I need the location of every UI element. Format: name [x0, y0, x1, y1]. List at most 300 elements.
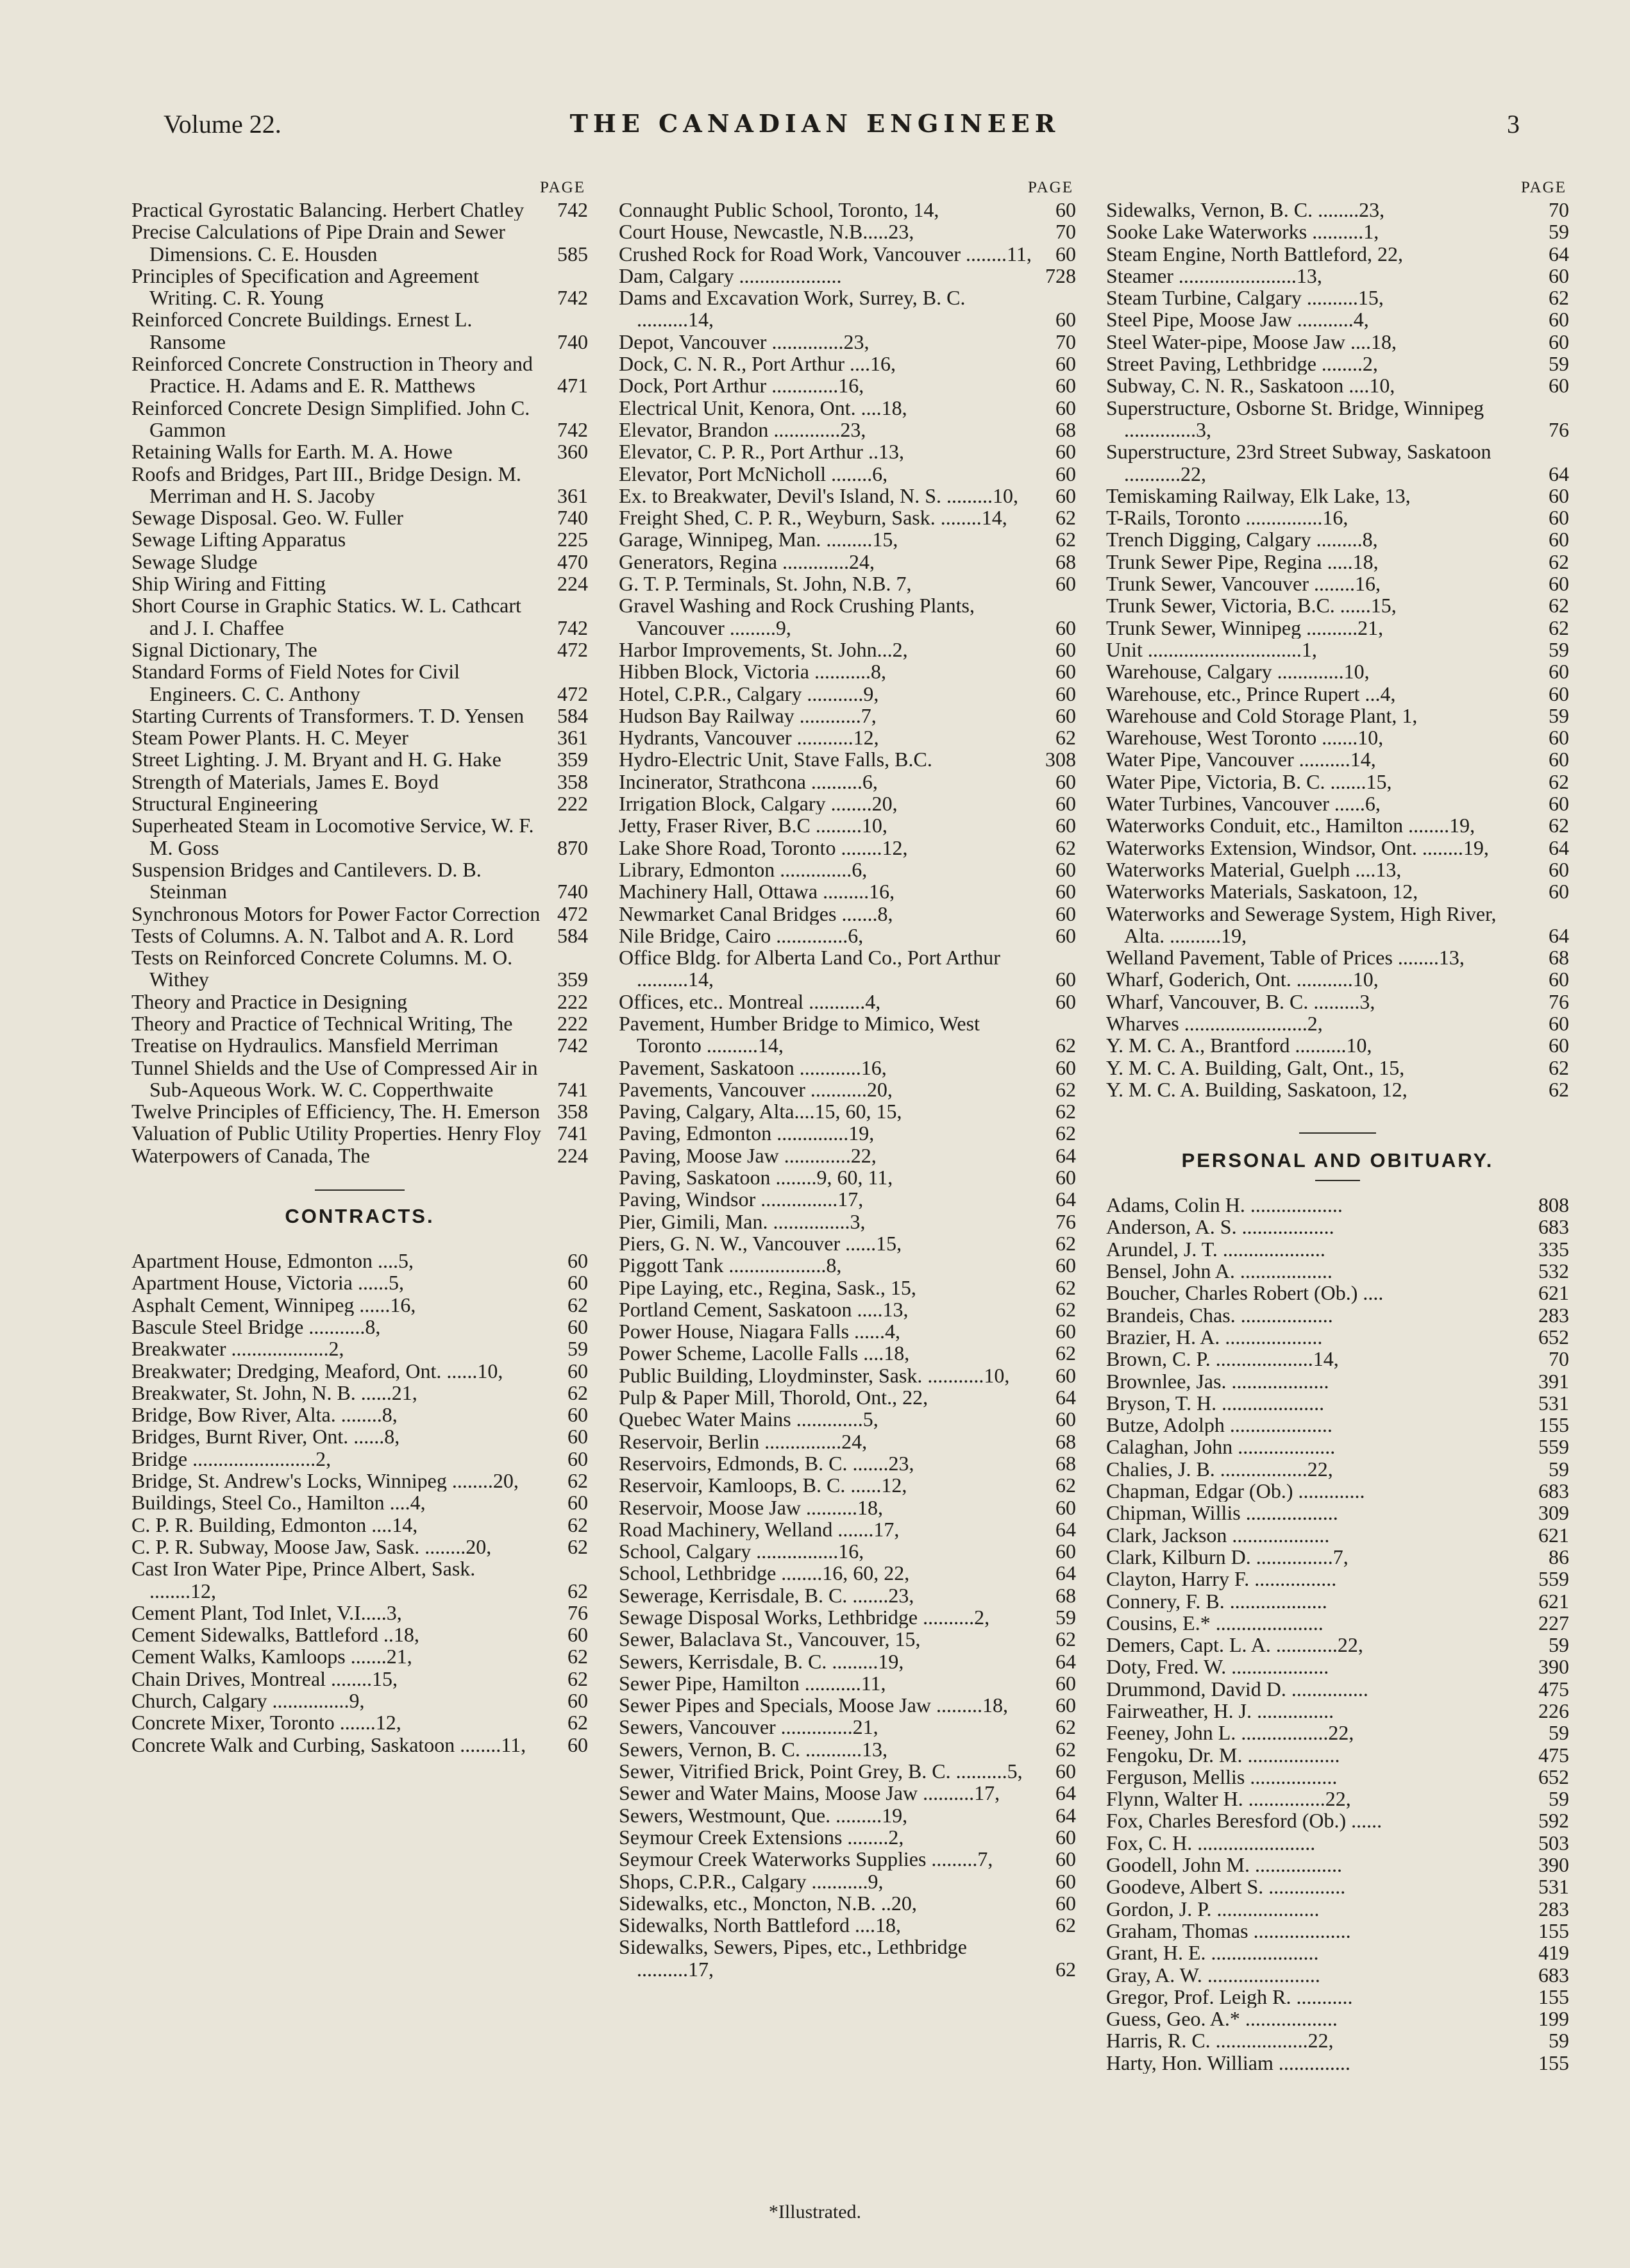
entry-page: 335	[1528, 1238, 1569, 1260]
index-entry	[619, 660, 1076, 682]
entry-title: Sewage Lifting Apparatus	[131, 528, 346, 551]
entry-title: Steam Engine, North Battleford, 22,	[1106, 242, 1404, 265]
index-entry	[1106, 1194, 1569, 1216]
entry-page: 60	[1035, 1760, 1076, 1782]
entry-page: 62	[1528, 617, 1569, 639]
index-entry	[619, 1870, 1076, 1892]
entry-page: 60	[1035, 441, 1076, 462]
volume-label: Volume 22.	[164, 110, 281, 139]
entry-title: Y. M. C. A. Building, Galt, Ont., 15,	[1106, 1056, 1405, 1079]
entry-page: 64	[1035, 1518, 1076, 1540]
entry-page: 68	[1035, 419, 1076, 441]
entry-page: 62	[1528, 594, 1569, 616]
index-entry	[1106, 1326, 1569, 1348]
index-entry	[619, 1431, 1076, 1452]
index-entry	[131, 1012, 588, 1034]
entry-title: Hydro-Electric Unit, Stave Falls, B.C.	[619, 748, 932, 771]
entry-page: 361	[547, 485, 588, 507]
index-entry	[619, 1848, 1076, 1870]
entry-page: 60	[547, 1624, 588, 1645]
entry-page: 60	[1035, 353, 1076, 374]
entry-page: 60	[1528, 507, 1569, 528]
index-entry	[131, 1382, 588, 1404]
index-entry	[1106, 1964, 1569, 1986]
entry-page: 60	[547, 1734, 588, 1756]
entry-page: 60	[1035, 1365, 1076, 1386]
entry-title: Theory and Practice of Technical Writing, The	[131, 1012, 513, 1035]
entry-page: 64	[1528, 925, 1569, 946]
entry-page: 60	[1035, 859, 1076, 880]
index-entry	[131, 1645, 588, 1667]
entry-title: Nile Bridge, Cairo ..............6,	[619, 924, 864, 947]
index-entry	[1106, 308, 1569, 330]
index-entry	[1106, 1502, 1569, 1524]
entry-title: Valuation of Public Utility Properties. Henry Floy	[131, 1122, 542, 1145]
index-entry	[1106, 1590, 1569, 1612]
entry-page: 60	[1035, 374, 1076, 396]
entry-title: Lake Shore Road, Toronto ........12,	[619, 836, 908, 859]
entry-title: Shops, C.P.R., Calgary ...........9,	[619, 1870, 884, 1892]
index-entry	[619, 1562, 1076, 1584]
entry-page: 60	[1035, 485, 1076, 507]
entry-title: Gordon, J. P. ....................	[1106, 1897, 1320, 1920]
index-entry	[1106, 1986, 1569, 2008]
entry-title: Sidewalks, etc., Moncton, N.B. ..20,	[619, 1892, 917, 1915]
entry-page: 60	[1528, 660, 1569, 682]
entry-title: Sewer Pipes and Specials, Moose Jaw .........18,	[619, 1694, 1009, 1717]
entry-title: Elevator, C. P. R., Port Arthur ..13,	[619, 441, 904, 463]
entry-page: 62	[1528, 551, 1569, 573]
entry-title: Freight Shed, C. P. R., Weyburn, Sask. ........14,	[619, 507, 1007, 529]
entry-title: Piers, G. N. W., Vancouver ......15,	[619, 1232, 902, 1255]
entry-title: Suspension Bridges and Cantilevers. D. B. Steinman	[131, 858, 482, 903]
entry-page: 60	[1528, 265, 1569, 287]
entry-title: Tunnel Shields and the Use of Compressed Air in Sub-Aqueous Work. W. C. Copperthwaite	[131, 1056, 538, 1101]
entry-title: Trunk Sewer, Winnipeg ..........21,	[1106, 616, 1384, 639]
entry-title: Electrical Unit, Kenora, Ont. ....18,	[619, 396, 907, 419]
entry-title: Road Machinery, Welland .......17,	[619, 1518, 900, 1541]
entry-page: 60	[1035, 243, 1076, 265]
entry-page: 155	[1528, 2052, 1569, 2074]
entry-page: 60	[1528, 573, 1569, 594]
entry-title: Arundel, J. T. ....................	[1106, 1238, 1325, 1261]
index-entry	[619, 1738, 1076, 1760]
index-entry	[619, 1892, 1076, 1914]
entry-page: 60	[547, 1316, 588, 1338]
entry-page: 60	[1528, 308, 1569, 330]
index-entry	[1106, 2008, 1569, 2029]
entry-page: 472	[547, 639, 588, 660]
entry-title: Library, Edmonton ..............6,	[619, 858, 868, 881]
entry-page: 470	[547, 551, 588, 573]
entry-title: T-Rails, Toronto ...............16,	[1106, 507, 1349, 529]
entry-page: 60	[547, 1250, 588, 1272]
column-2	[619, 177, 1076, 1980]
index-entry	[619, 199, 1076, 221]
entry-title: Sewer, Balaclava St., Vancouver, 15,	[619, 1628, 921, 1651]
entry-page: 86	[1528, 1546, 1569, 1568]
index-entry	[619, 528, 1076, 550]
entry-page: 683	[1528, 1216, 1569, 1238]
entry-title: Piggott Tank ...................8,	[619, 1254, 842, 1277]
entry-title: Reservoirs, Edmonds, B. C. .......23,	[619, 1452, 914, 1475]
entry-title: Calaghan, John ...................	[1106, 1436, 1336, 1458]
entry-title: Warehouse, Calgary .............10,	[1106, 660, 1370, 683]
entry-page: 62	[1035, 1342, 1076, 1364]
entry-page: 358	[547, 771, 588, 793]
entry-title: Synchronous Motors for Power Factor Correction	[131, 902, 541, 925]
index-entry	[619, 1474, 1076, 1496]
entry-page: 309	[1528, 1502, 1569, 1524]
page-column-label: PAGE	[540, 179, 585, 196]
entry-page: 60	[1035, 199, 1076, 221]
index-entry	[1106, 1282, 1569, 1304]
entry-page: 62	[547, 1668, 588, 1690]
entry-page: 68	[1035, 1431, 1076, 1452]
entry-title: Subway, C. N. R., Saskatoon ....10,	[1106, 374, 1395, 397]
entry-title: Hotel, C.P.R., Calgary ...........9,	[619, 682, 879, 705]
entry-title: Cement Plant, Tod Inlet, V.I.....3,	[131, 1601, 402, 1624]
entry-title: Flynn, Walter H. ...............22,	[1106, 1788, 1351, 1810]
index-entry	[131, 221, 588, 265]
index-entry	[1106, 199, 1569, 221]
column-1	[131, 177, 588, 1756]
entry-title: Welland Pavement, Table of Prices ........13,	[1106, 946, 1465, 969]
entry-page: 76	[1528, 419, 1569, 441]
entry-page: 475	[1528, 1744, 1569, 1766]
entry-page: 70	[1528, 199, 1569, 221]
entry-title: Sidewalks, North Battleford ....18,	[619, 1914, 901, 1936]
index-entry	[1106, 1920, 1569, 1942]
entry-title: School, Calgary ................16,	[619, 1540, 864, 1563]
index-entry	[619, 1057, 1076, 1079]
index-entry	[1106, 2052, 1569, 2074]
entry-title: Trench Digging, Calgary .........8,	[1106, 528, 1378, 551]
entry-title: Reservoir, Moose Jaw ..........18,	[619, 1496, 883, 1518]
index-entry	[1106, 1656, 1569, 1677]
index-entry	[619, 1452, 1076, 1474]
index-entry	[1106, 1722, 1569, 1743]
journal-title: THE CANADIAN ENGINEER	[569, 109, 1061, 138]
index-entry	[619, 243, 1076, 265]
index-entry	[1106, 814, 1569, 836]
entry-title: Wharves ........................2,	[1106, 1012, 1323, 1035]
entry-title: Waterworks Conduit, etc., Hamilton ........19,	[1106, 814, 1475, 837]
index-entry	[1106, 221, 1569, 242]
index-entry	[619, 1782, 1076, 1804]
index-entry	[1106, 1546, 1569, 1568]
entry-page: 742	[547, 287, 588, 308]
entry-title: Guess, Geo. A.* ..................	[1106, 2008, 1338, 2030]
entry-title: Concrete Mixer, Toronto .......12,	[131, 1711, 401, 1734]
entry-page: 59	[1528, 1788, 1569, 1810]
entry-title: Steel Pipe, Moose Jaw ...........4,	[1106, 308, 1369, 331]
index-entry	[619, 1540, 1076, 1562]
index-entry	[619, 1606, 1076, 1628]
index-entry	[131, 1250, 588, 1272]
entry-page: 359	[547, 968, 588, 990]
entry-page: 584	[547, 705, 588, 727]
contracts-heading: CONTRACTS.	[285, 1205, 435, 1228]
index-entry	[131, 463, 588, 507]
entry-page: 60	[1035, 573, 1076, 594]
entry-title: Pavement, Saskatoon ............16,	[619, 1056, 887, 1079]
entry-title: Harty, Hon. William ..............	[1106, 2051, 1350, 2074]
entry-page: 60	[547, 1272, 588, 1293]
entry-title: Trunk Sewer Pipe, Regina .....18,	[1106, 550, 1379, 573]
index-entry	[619, 1914, 1076, 1936]
entry-title: Graham, Thomas ...................	[1106, 1919, 1351, 1942]
index-entry	[1106, 1034, 1569, 1056]
index-entry	[131, 1734, 588, 1756]
entry-page: 59	[1528, 1458, 1569, 1480]
entry-page: 60	[1035, 397, 1076, 419]
entry-page: 559	[1528, 1436, 1569, 1457]
entry-title: Boucher, Charles Robert (Ob.) ....	[1106, 1282, 1384, 1304]
index-entry	[1106, 837, 1569, 859]
entry-page: 60	[1035, 793, 1076, 814]
entry-title: Gray, A. W. ......................	[1106, 1963, 1320, 1986]
index-entry	[131, 528, 588, 550]
entry-title: Incinerator, Strathcona ..........6,	[619, 770, 878, 793]
entry-title: Paving, Edmonton ..............19,	[619, 1122, 875, 1145]
index-entry	[131, 507, 588, 528]
entry-page: 60	[1528, 374, 1569, 396]
entry-title: Twelve Principles of Efficiency, The. H. Emerson	[131, 1100, 540, 1123]
index-entry	[1106, 528, 1569, 550]
entry-title: Pavement, Humber Bridge to Mimico, West Toronto ..........14,	[619, 1012, 980, 1057]
entry-page: 740	[547, 880, 588, 902]
entry-page: 60	[1035, 1166, 1076, 1188]
entry-title: Superheated Steam in Locomotive Service, W. F. M. Goss	[131, 814, 534, 859]
entry-page: 742	[547, 199, 588, 221]
entry-title: Sewage Sludge	[131, 550, 258, 573]
entry-title: Y. M. C. A., Brantford ..........10,	[1106, 1034, 1372, 1057]
index-entry	[1106, 1348, 1569, 1370]
index-entry	[131, 1360, 588, 1382]
entry-page: 62	[1035, 1079, 1076, 1100]
index-entry	[1106, 1238, 1569, 1260]
index-entry	[131, 1690, 588, 1711]
entry-title: Chipman, Willis ..................	[1106, 1502, 1338, 1524]
entry-page: 62	[1035, 1628, 1076, 1650]
entry-page: 870	[547, 837, 588, 859]
entry-title: Reinforced Concrete Construction in Theory and Practice. H. Adams and E. R. Matthews	[131, 353, 533, 397]
entry-page: 62	[1035, 1100, 1076, 1122]
index-entry	[1106, 594, 1569, 616]
entry-page: 62	[1528, 1079, 1569, 1100]
index-entry	[619, 1100, 1076, 1122]
index-entry	[131, 1558, 588, 1602]
entry-title: Sewage Disposal. Geo. W. Fuller	[131, 507, 403, 529]
entry-page: 64	[1035, 1804, 1076, 1826]
entry-title: Gravel Washing and Rock Crushing Plants, Vancouver .........9,	[619, 594, 975, 639]
entry-title: Goodeve, Albert S. ...............	[1106, 1876, 1346, 1898]
entry-title: Bridge ........................2,	[131, 1447, 332, 1470]
index-entry	[1106, 1392, 1569, 1414]
entry-title: Trunk Sewer, Victoria, B.C. ......15,	[1106, 594, 1397, 617]
entry-title: Fengoku, Dr. M. ..................	[1106, 1743, 1340, 1766]
running-header	[0, 109, 1630, 147]
entry-page: 584	[547, 925, 588, 946]
entry-title: Apartment House, Edmonton ....5,	[131, 1250, 414, 1272]
index-entry	[619, 1232, 1076, 1254]
entry-page: 742	[547, 1034, 588, 1056]
index-entry	[1106, 1942, 1569, 1963]
index-entry	[1106, 1216, 1569, 1238]
entry-title: Wharf, Goderich, Ont. ...........10,	[1106, 968, 1379, 991]
index-entry	[619, 946, 1076, 991]
index-entry	[619, 1145, 1076, 1166]
entry-page: 60	[1035, 1408, 1076, 1430]
entry-page: 652	[1528, 1766, 1569, 1788]
entry-title: Garage, Winnipeg, Man. .........15,	[619, 528, 898, 551]
index-entry	[1106, 507, 1569, 528]
entry-page: 62	[1528, 287, 1569, 308]
entry-title: Sewage Disposal Works, Lethbridge ..........2,	[619, 1606, 990, 1629]
entry-page: 531	[1528, 1392, 1569, 1414]
entry-title: Waterworks Material, Guelph ....13,	[1106, 858, 1402, 881]
entry-title: Steamer .......................13,	[1106, 264, 1322, 287]
index-entry	[1106, 991, 1569, 1012]
index-entry	[1106, 1788, 1569, 1810]
entry-page: 60	[1035, 1497, 1076, 1518]
entry-page: 60	[1528, 793, 1569, 814]
entry-page: 60	[1035, 925, 1076, 946]
entry-title: Cousins, E.* .....................	[1106, 1611, 1323, 1634]
entry-page: 62	[547, 1470, 588, 1491]
entry-page: 76	[547, 1602, 588, 1624]
index-entry	[131, 1425, 588, 1447]
index-entry	[619, 397, 1076, 419]
entry-title: Roofs and Bridges, Part III., Bridge Design. M. Merriman and H. S. Jacoby	[131, 462, 521, 507]
index-entry	[1106, 1832, 1569, 1854]
entry-page: 60	[1035, 705, 1076, 727]
entry-title: Practical Gyrostatic Balancing. Herbert Chatley	[131, 199, 525, 221]
entry-page: 60	[547, 1690, 588, 1711]
entry-title: Sidewalks, Sewers, Pipes, etc., Lethbridge ..........17,	[619, 1936, 967, 1981]
entry-page: 62	[547, 1294, 588, 1316]
index-entry	[131, 1272, 588, 1293]
entry-page: 60	[1035, 660, 1076, 682]
entry-page: 226	[1528, 1700, 1569, 1722]
entry-title: Water Pipe, Victoria, B. C. .......15,	[1106, 770, 1392, 793]
entry-title: Hibben Block, Victoria ...........8,	[619, 660, 886, 683]
entry-page: 62	[1035, 837, 1076, 859]
entry-title: Sewerage, Kerrisdale, B. C. .......23,	[619, 1584, 914, 1606]
index-entry	[1106, 353, 1569, 374]
entry-page: 361	[547, 727, 588, 748]
index-entry	[619, 221, 1076, 242]
index-entry	[619, 1804, 1076, 1826]
entry-page: 472	[547, 903, 588, 925]
entry-title: Breakwater, St. John, N. B. ......21,	[131, 1381, 417, 1404]
entry-title: Fox, Charles Beresford (Ob.) ......	[1106, 1810, 1382, 1832]
index-entry	[131, 1294, 588, 1316]
index-entry	[131, 308, 588, 353]
entry-title: School, Lethbridge ........16, 60, 22,	[619, 1562, 910, 1584]
index-entry	[619, 1188, 1076, 1210]
index-entry	[131, 727, 588, 748]
index-entry	[131, 1034, 588, 1056]
entry-title: Fairweather, H. J. ...............	[1106, 1700, 1334, 1722]
entry-page: 621	[1528, 1524, 1569, 1546]
index-entry	[1106, 639, 1569, 660]
entry-page: 59	[1528, 1634, 1569, 1656]
entry-title: Office Bldg. for Alberta Land Co., Port Arthur ..........14,	[619, 946, 1000, 991]
entry-title: Harris, R. C. ..................22,	[1106, 2029, 1334, 2052]
entry-title: Portland Cement, Saskatoon .....13,	[619, 1298, 909, 1321]
index-entry	[619, 727, 1076, 748]
index-entry	[1106, 1854, 1569, 1876]
index-entry	[619, 793, 1076, 814]
index-entry	[619, 1277, 1076, 1298]
entry-title: Hydrants, Vancouver ...........12,	[619, 727, 879, 749]
entry-title: Adams, Colin H. ..................	[1106, 1194, 1343, 1216]
page-column-label: PAGE	[1521, 179, 1567, 196]
entry-title: Brown, C. P. ...................14,	[1106, 1348, 1339, 1370]
entry-page: 59	[1528, 353, 1569, 374]
entry-page: 808	[1528, 1194, 1569, 1216]
entry-page: 59	[1528, 639, 1569, 660]
index-entry	[131, 1514, 588, 1536]
entry-page: 60	[1528, 1034, 1569, 1056]
entry-page: 64	[1035, 1386, 1076, 1408]
entry-page: 62	[547, 1536, 588, 1558]
entry-page: 60	[1035, 1057, 1076, 1079]
entry-page: 60	[547, 1404, 588, 1425]
entry-title: Dock, Port Arthur .............16,	[619, 374, 864, 397]
index-entry	[131, 859, 588, 903]
index-entry	[619, 573, 1076, 594]
entry-title: Wharf, Vancouver, B. C. .........3,	[1106, 990, 1375, 1012]
entry-title: Public Building, Lloydminster, Sask. ...........10,	[619, 1364, 1010, 1387]
entry-page: 60	[547, 1425, 588, 1447]
entry-title: Bensel, John A. ..................	[1106, 1260, 1332, 1282]
entry-page: 60	[1528, 331, 1569, 353]
entry-page: 740	[547, 507, 588, 528]
footnote: *Illustrated.	[768, 2201, 862, 2222]
entry-title: Water Pipe, Vancouver ..........14,	[1106, 748, 1376, 771]
entry-page: 621	[1528, 1590, 1569, 1612]
entry-title: Starting Currents of Transformers. T. D. Yensen	[131, 704, 525, 727]
entry-title: Paving, Saskatoon ........9, 60, 11,	[619, 1166, 893, 1189]
index-entry	[131, 991, 588, 1012]
contracts-list-continued	[1106, 199, 1569, 1100]
entry-page: 155	[1528, 1920, 1569, 1942]
entry-page: 62	[1035, 1277, 1076, 1298]
entry-page: 741	[547, 1122, 588, 1144]
index-entry	[1106, 1612, 1569, 1634]
entry-title: Sewers, Vernon, B. C. ...........13,	[619, 1738, 887, 1761]
entry-page: 360	[547, 441, 588, 462]
index-entry	[131, 1316, 588, 1338]
index-entry	[1106, 1414, 1569, 1436]
index-entry	[131, 660, 588, 705]
index-entry	[131, 1404, 588, 1425]
entry-title: Irrigation Block, Calgary ........20,	[619, 793, 898, 815]
index-entry	[619, 551, 1076, 573]
index-entry	[1106, 441, 1569, 485]
entry-title: Generators, Regina .............24,	[619, 550, 875, 573]
index-entry	[1106, 1568, 1569, 1590]
entry-page: 60	[1035, 1672, 1076, 1694]
entry-title: Clark, Kilburn D. ...............7,	[1106, 1545, 1349, 1568]
entry-title: Street Paving, Lethbridge ........2,	[1106, 353, 1378, 375]
index-entry	[1106, 660, 1569, 682]
index-entry	[619, 1166, 1076, 1188]
entry-page: 62	[547, 1514, 588, 1536]
